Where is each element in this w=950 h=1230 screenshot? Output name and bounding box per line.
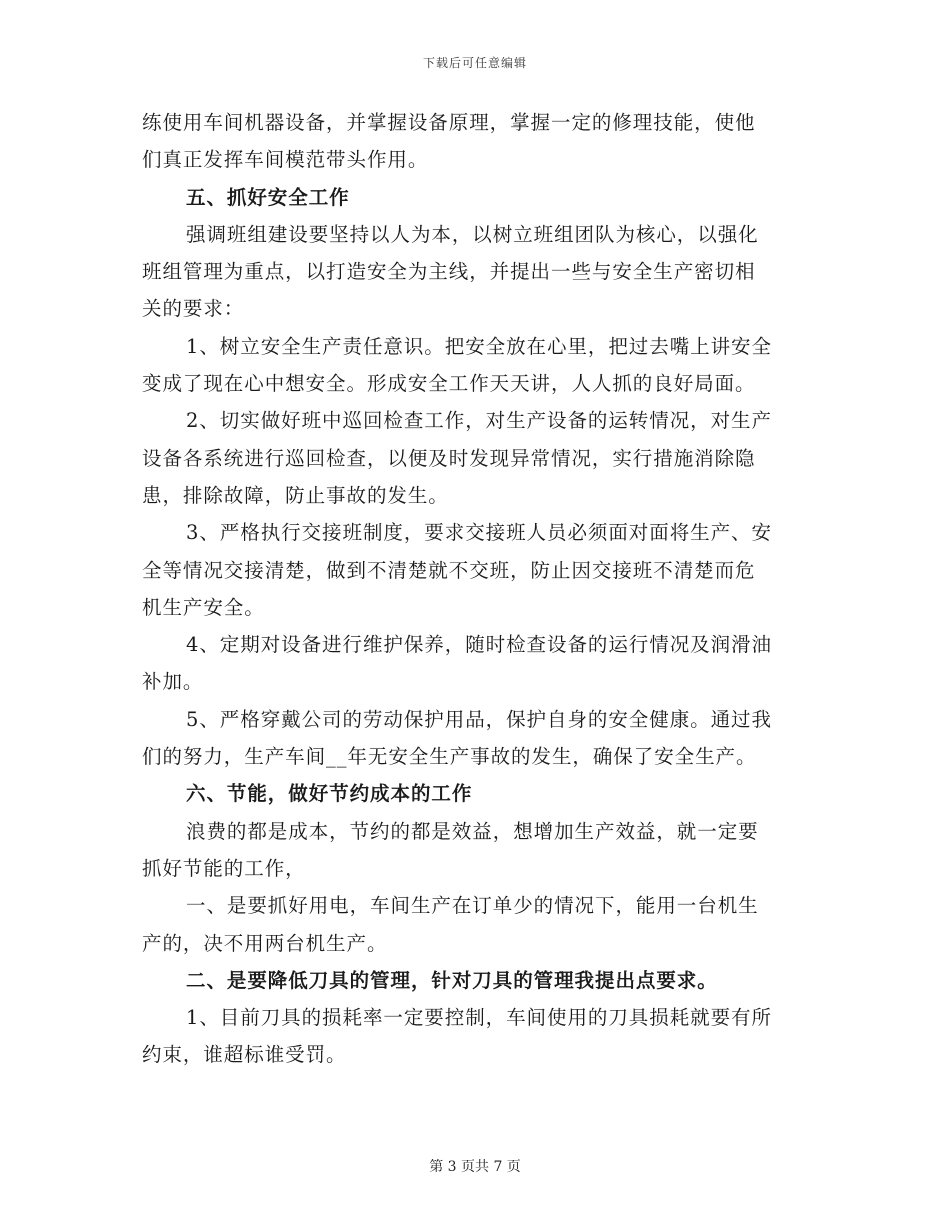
text-line: 们真正发挥车间模范带头作用。 <box>142 148 429 172</box>
text-line: 患，排除故障，防止事故的发生。 <box>142 483 449 507</box>
text-line: 4、定期对设备进行维护保养，随时检查设备的运行情况及润滑油 <box>186 633 772 657</box>
text-line: 一、是要抓好用电，车间生产在订单少的情况下，能用一台机生 <box>186 894 759 918</box>
text-line: 抓好节能的工作， <box>142 856 306 880</box>
text-line: 5、严格穿戴公司的劳动保护用品，保护自身的安全健康。通过我 <box>186 707 772 731</box>
text-line: 设备各系统进行巡回检查，以便及时发现异常情况，实行措施消除隐 <box>142 446 756 470</box>
text-line: 约束，谁超标谁受罚。 <box>142 1043 347 1067</box>
section-heading: 六、节能，做好节约成本的工作 <box>186 782 473 806</box>
text-line: 补加。 <box>142 670 204 694</box>
text-line: 机生产安全。 <box>142 595 265 619</box>
text-line: 关的要求： <box>142 297 245 321</box>
text-line: 浪费的都是成本，节约的都是效益，想增加生产效益，就一定要 <box>186 819 759 843</box>
text-line: 班组管理为重点，以打造安全为主线，并提出一些与安全生产密切相 <box>142 260 756 284</box>
section-heading: 二、是要降低刀具的管理，针对刀具的管理我提出点要求。 <box>186 968 718 992</box>
text-line: 3、严格执行交接班制度，要求交接班人员必须面对面将生产、安 <box>186 521 772 545</box>
text-line: 变成了现在心中想安全。形成安全工作天天讲，人人抓的良好局面。 <box>142 372 756 396</box>
text-line: 1、树立安全生产责任意识。把安全放在心里，把过去嘴上讲安全 <box>186 334 772 358</box>
text-line: 们的努力，生产车间__年无安全生产事故的发生，确保了安全生产。 <box>142 745 757 769</box>
page-header: 下载后可任意编辑 <box>422 56 527 70</box>
text-line: 练使用车间机器设备，并掌握设备原理，掌握一定的修理技能，使他 <box>142 111 756 134</box>
document-body <box>142 104 808 1074</box>
section-heading: 五、抓好安全工作 <box>186 185 350 209</box>
text-line: 强调班组建设要坚持以人为本，以树立班组团队为核心，以强化 <box>186 222 759 246</box>
text-line: 1、目前刀具的损耗率一定要控制，车间使用的刀具损耗就要有所 <box>186 1006 772 1030</box>
text-line: 全等情况交接清楚，做到不清楚就不交班，防止因交接班不清楚而危 <box>142 558 756 582</box>
page-footer: 第 3 页共 7 页 <box>429 1159 521 1175</box>
text-line: 2、切实做好班中巡回检查工作，对生产设备的运转情况，对生产 <box>186 409 772 433</box>
text-line: 产的，决不用两台机生产。 <box>142 931 388 955</box>
